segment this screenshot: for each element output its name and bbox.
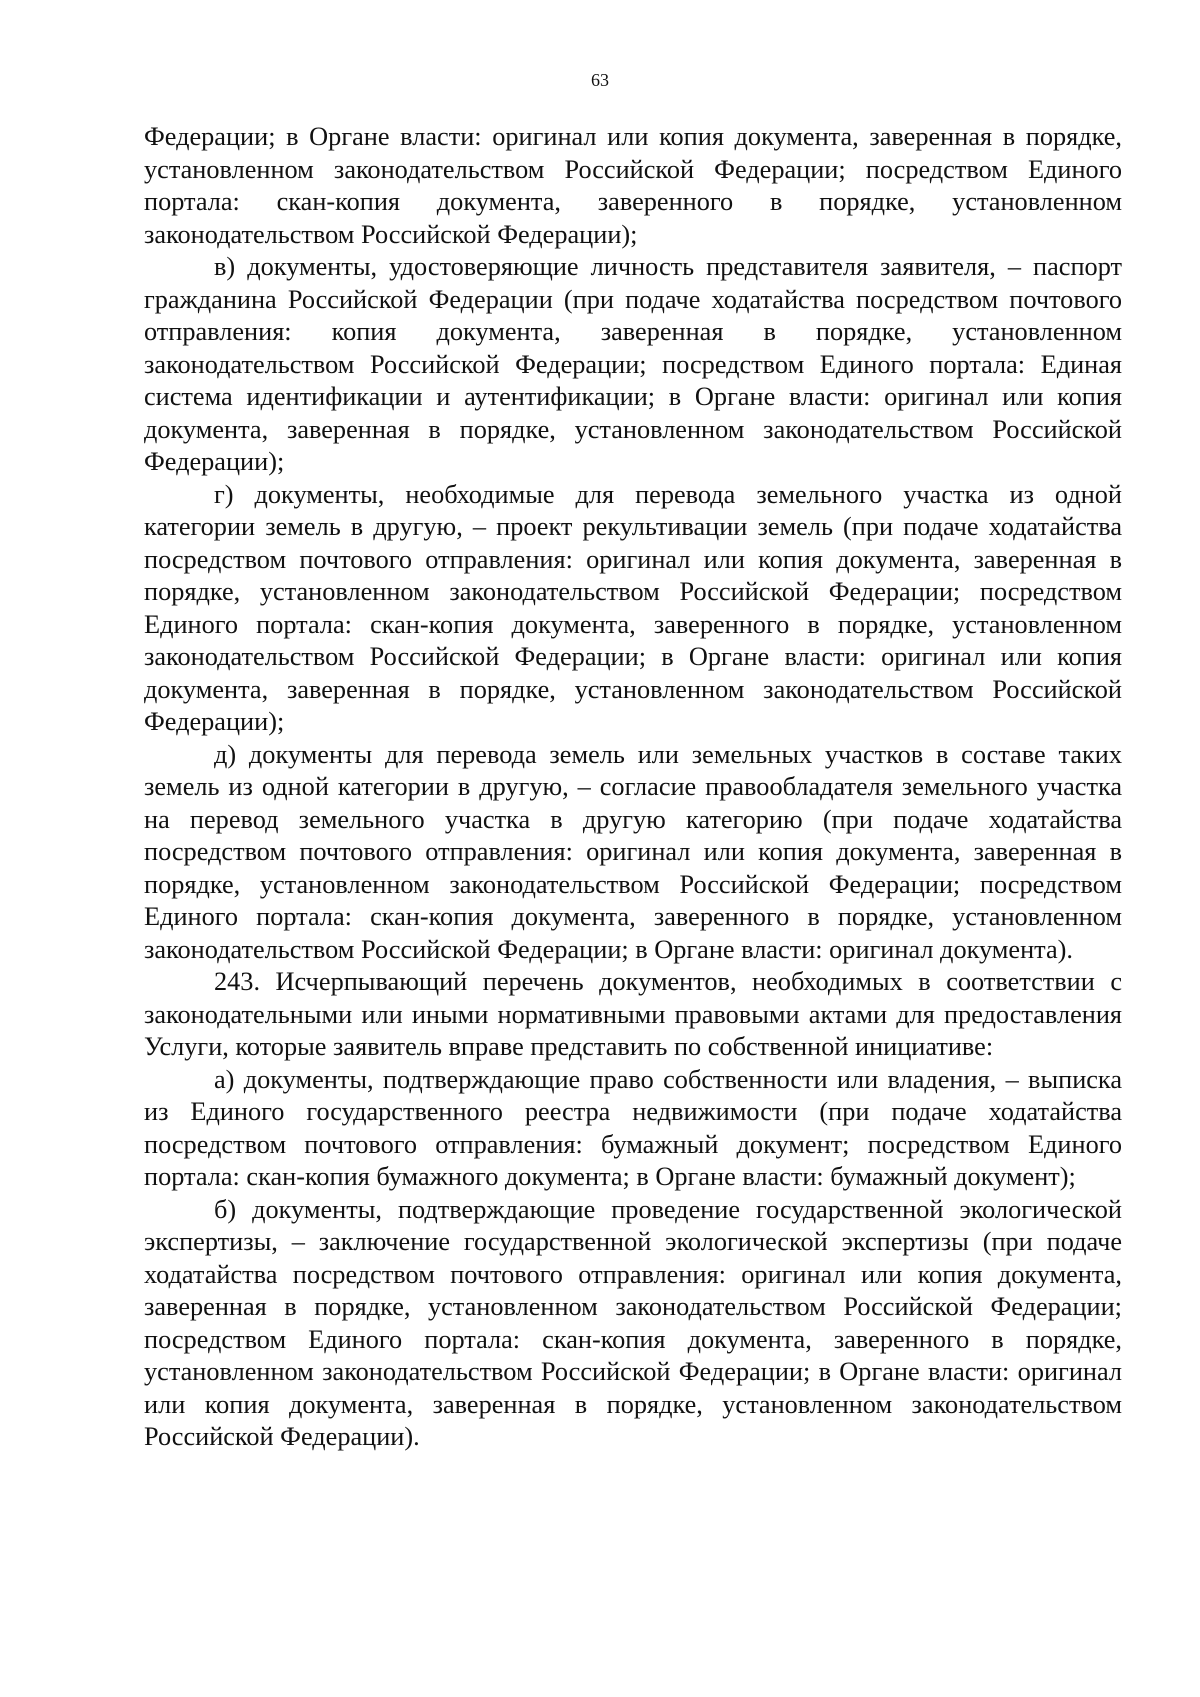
- paragraph-item-v: в) документы, удостоверяющие личность представителя заявителя, – паспорт гражданина Российской Федерации (при подаче ходатайства посредством почтового отправления: копия документа, заверенная в порядке, установленном законодательством Российской Федерации; посредством Единого портала: Единая система идентификации и аутентификации; в Органе власти: оригинал или копия документа, заверенная в порядке, установленном законодательством Российской Федерации);: [144, 252, 1122, 476]
- paragraph-item-b: б) документы, подтверждающие проведение государственной экологической экспертизы, – заключение государственной экологической экспертизы (при подаче ходатайства посредством почтового отправления: оригинал или копия документа, заверенная в порядке, установленном законодательством Российской Федерации; посредством Единого портала: скан-копия документа, заверенного в порядке, установленном законодательством Российской Федерации; в Органе власти: оригинал или копия документа, заверенная в порядке, установленном законодательством Российской Федерации).: [144, 1194, 1122, 1451]
- paragraph-item-d: д) документы для перевода земель или земельных участков в составе таких земель из одной категории в другую, – согласие правообладателя земельного участка на перевод земельного участка в другую категорию (при подаче ходатайства посредством почтового отправления: оригинал или копия документа, заверенная в порядке, установленном законодательством Российской Федерации; посредством Единого портала: скан-копия документа, заверенного в порядке, установленном законодательством Российской Федерации; в Органе власти: оригинал документа).: [144, 739, 1122, 964]
- paragraph-section-243: 243. Исчерпывающий перечень документов, необходимых в соответствии с законодательными или иными нормативными правовыми актами для предоставления Услуги, которые заявитель вправе представить по собственной инициативе:: [144, 967, 1122, 1061]
- document-body: [144, 121, 1122, 1454]
- paragraph-continuation: Федерации; в Органе власти: оригинал или копия документа, заверенная в порядке, установленном законодательством Российской Федерации; посредством Единого портала: скан-копия документа, заверенного в порядке, установленном законодательством Российской Федерации);: [144, 122, 1122, 249]
- paragraph-item-a: а) документы, подтверждающие право собственности или владения, – выписка из Единого государственного реестра недвижимости (при подаче ходатайства посредством почтового отправления: бумажный документ; посредством Единого портала: скан-копия бумажного документа; в Органе власти: бумажный документ);: [144, 1064, 1122, 1191]
- page-number: 63: [591, 70, 609, 90]
- paragraph-item-g: г) документы, необходимые для перевода земельного участка из одной категории земель в другую, – проект рекультивации земель (при подаче ходатайства посредством почтового отправления: оригинал или копия документа, заверенная в порядке, установленном законодательством Российской Федерации; посредством Единого портала: скан-копия документа, заверенного в порядке, установленном законодательством Российской Федерации; в Органе власти: оригинал или копия документа, заверенная в порядке, установленном законодательством Российской Федерации);: [144, 479, 1122, 736]
